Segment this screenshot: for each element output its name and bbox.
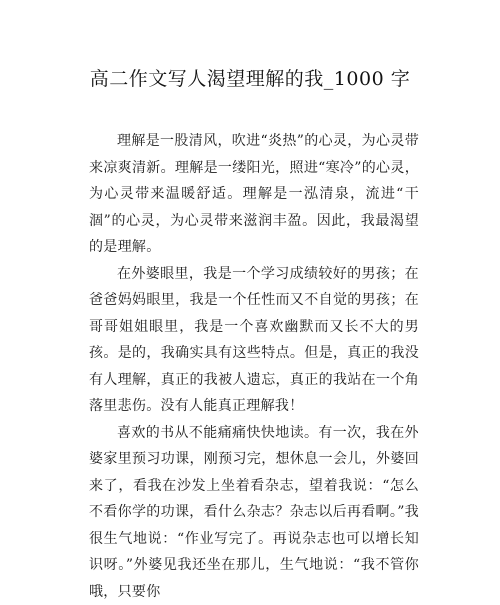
paragraph: 在外婆眼里，我是一个学习成绩较好的男孩；在爸爸妈妈眼里，我是一个任性而又不自觉的男孩；在哥哥姐姐眼里，我是一个喜欢幽默而又长不大的男孩。是的，我确实具有这些特点。但是，真正的我没有人理解，真正的我被人遗忘，真正的我站在一个角落里悲伤。没有人能真正理解我！ [89, 261, 419, 420]
paragraph: 喜欢的书从不能痛痛快快地读。有一次，我在外婆家里预习功课，刚预习完，想休息一会儿，外婆回来了，看我在沙发上坐着看杂志，望着我说：“怎么不看你学的功课，看什么杂志？杂志以后再看啊。”我很生气地说：“作业写完了。再说杂志也可以增长知识呀。”外婆见我还坐在那儿，生气地说：“我不管你哦，只要你 [89, 420, 419, 605]
document-title: 高二作文写人渴望理解的我_1000 字 [0, 66, 500, 92]
paragraph: 理解是一股清风，吹进“炎热”的心灵，为心灵带来凉爽清新。理解是一缕阳光，照进“寒冷”的心灵，为心灵带来温暖舒适。理解是一泓清泉，流进“干涸”的心灵，为心灵带来滋润丰盈。因此，我最渴望的是理解。 [89, 128, 419, 261]
document-body [89, 128, 419, 605]
